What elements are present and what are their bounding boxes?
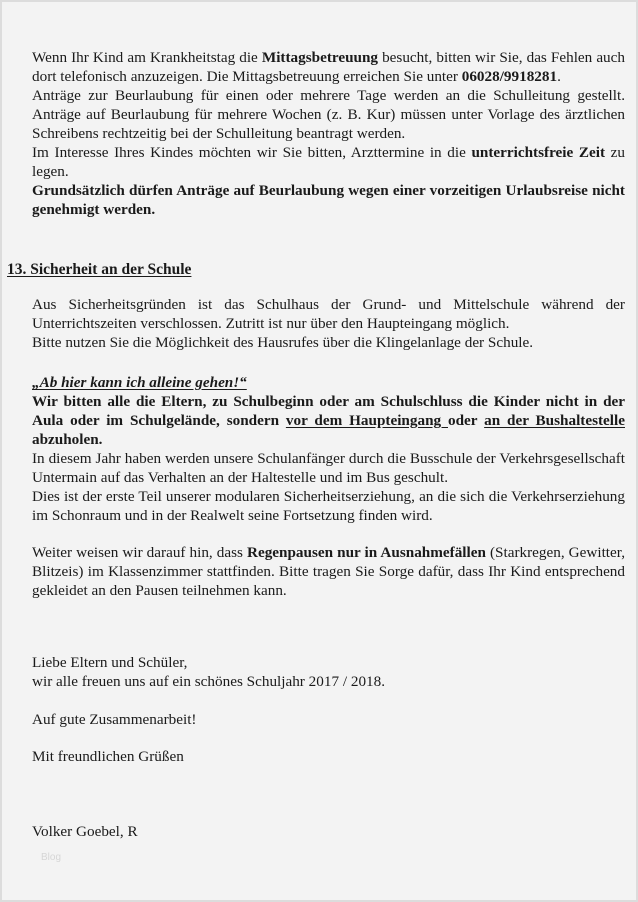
text: . xyxy=(557,68,561,85)
closing-wish: wir alle freuen uns auf ein schönes Schuljahr 2017 / 2018. xyxy=(32,673,386,690)
alone-title-text: „Ab hier kann ich alleine gehen!“ xyxy=(32,374,247,391)
bell-text: Bitte nutzen Sie die Möglichkeit des Hausrufes über die Klingelanlage der Schule. xyxy=(32,334,534,351)
paragraph-pickup xyxy=(32,373,625,525)
paragraph-rain-breaks xyxy=(32,543,625,600)
text: zu legen. xyxy=(32,144,626,180)
text: Im Interesse Ihres Kindes möchten wir Sie bitten, Arzttermine in die xyxy=(32,144,472,161)
pickup-instructions xyxy=(32,392,625,449)
text: besucht, bitten wir Sie, das Fehlen auch dort telefonisch anzuzeigen. Die Mittagsbetreuung erreichen Sie unter xyxy=(32,49,625,85)
text: Wenn Ihr Kind am Krankheitstag die xyxy=(32,49,262,66)
paragraph-vacation-notice xyxy=(32,181,625,219)
phone-number: 06028/9918281 xyxy=(461,68,558,85)
closing-greeting: Liebe Eltern und Schüler, xyxy=(32,654,188,671)
text: Weiter weisen wir darauf hin, dass xyxy=(32,544,247,561)
text: Wir bitten alle die Eltern, zu Schulbeginn oder am Schulschluss die Kinder nicht in der Aula oder im Schulgelände, sondern xyxy=(32,393,625,429)
security-text: Aus Sicherheitsgründen ist das Schulhaus der Grund- und Mittelschule während der Unterrichtszeiten verschlossen. Zutritt ist nur über den Haupteingang möglich. xyxy=(32,296,625,332)
bold-term-regenpausen: Regenpausen nur in Ausnahmefällen xyxy=(247,544,486,561)
watermark: Blog xyxy=(41,852,62,863)
bold-term-unterrichtsfreie-zeit: unterrichtsfreie Zeit xyxy=(471,144,606,161)
paragraph-lunch-care xyxy=(32,48,625,219)
text: (Starkregen, Gewitter, Blitzeis) im Klassenzimmer stattfinden. Bitte tragen Sie Sorge dafür, dass Ihr Kind entsprechend gekleidet an den Pausen teilnehmen kann. xyxy=(32,544,625,599)
paragraph-security xyxy=(32,295,625,352)
section-heading: 13. Sicherheit an der Schule xyxy=(7,261,192,278)
paragraph-doctor-appointments xyxy=(32,143,625,181)
text: abzuholen. xyxy=(32,431,103,448)
modular-safety-text: Dies ist der erste Teil unserer modularen Sicherheitserziehung, an die sich die Verkehrserziehung im Schonraum und in der Realwelt seine Fortsetzung finden wird. xyxy=(32,488,625,524)
closing-cooperation: Auf gute Zusammenarbeit! xyxy=(32,711,197,728)
underlined-main-entrance: vor dem Haupteingang xyxy=(285,412,448,429)
bold-notice: Grundsätzlich dürfen Anträge auf Beurlaubung wegen einer vorzeitigen Urlaubsreise nicht genehmigt werden. xyxy=(32,182,625,218)
underlined-bus-stop: an der Bushaltestelle xyxy=(484,412,625,429)
paragraph-leave-requests: Anträge zur Beurlaubung für einen oder mehrere Tage werden an die Schulleitung gestellt. Anträge auf Beurlaubung für mehrere Wochen (z. B. Kur) müssen unter Vorlage des ärztlichen Schreibens rechtzeitig bei der Schulleitung beantragt werden. xyxy=(32,87,625,142)
alone-title xyxy=(32,373,625,392)
busschool-text: In diesem Jahr haben werden unsere Schulanfänger durch die Busschule der Verkehrsgesellschaft Untermain auf das Verhalten an der Haltestelle und im Bus geschult. xyxy=(32,450,625,486)
signature: Volker Goebel, R xyxy=(32,823,138,840)
closing-regards: Mit freundlichen Grüßen xyxy=(32,748,184,765)
closing xyxy=(32,653,625,691)
bold-term-mittagsbetreuung: Mittagsbetreuung xyxy=(261,49,379,66)
text: oder xyxy=(447,412,485,429)
